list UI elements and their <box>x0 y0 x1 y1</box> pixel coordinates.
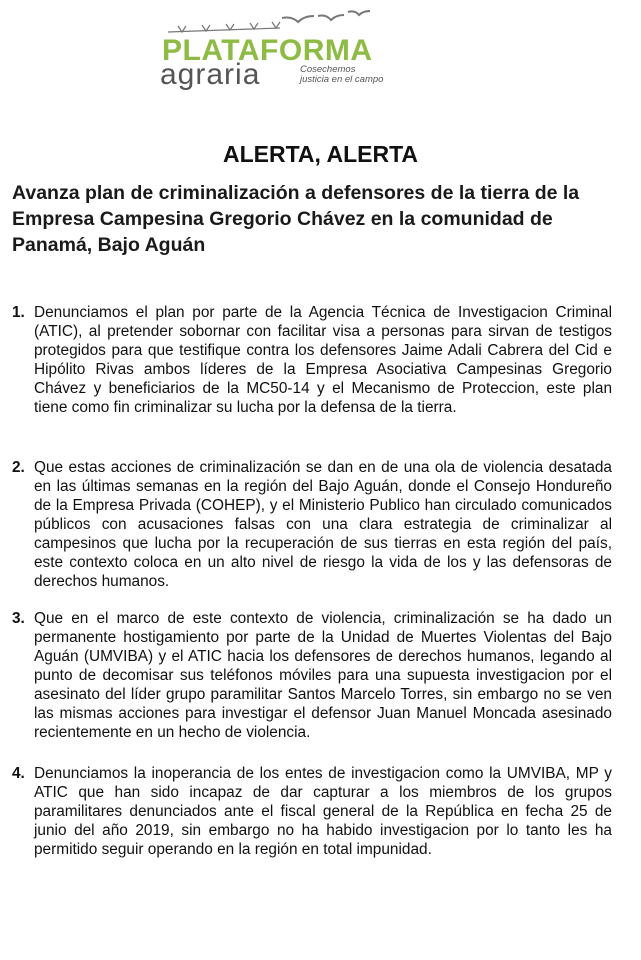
alert-title: ALERTA, ALERTA <box>222 141 419 167</box>
plataforma-agraria-logo <box>150 6 450 91</box>
logo-slogan-line2: justicia en el campo <box>300 74 384 85</box>
document-subtitle: Avanza plan de criminalización a defensores de la tierra de la Empresa Campesina Gregorio Chávez en la comunidad de Panamá, Bajo Aguán <box>12 182 580 256</box>
logo-subname: agraria <box>160 58 261 91</box>
list-item <box>12 458 612 591</box>
logo-name: PLATAFORMA <box>162 34 373 67</box>
list-item-text: Que estas acciones de criminalización se dan en de una ola de violencia desatada en las últimas semanas en la región del Bajo Aguán, donde el Consejo Hondureño de la Empresa Privada (COHEP), y el Ministerio Publico han circulado comunicados públicos con acusaciones falsas con una clara estrategia de criminalizar al campesinos que lucha por la recuperación de sus tierras en esta región del país, este contexto coloca en un alto nivel de riesgo la vida de los y las defensoras de derechos humanos. <box>34 459 612 590</box>
logo-slogan-line1: Cosechemos <box>300 64 356 75</box>
list-item <box>12 303 612 417</box>
list-item-text: Denunciamos la inoperancia de los entes de investigacion como la UMVIBA, MP y ATIC que han sido incapaz de dar capturar a los miembros de los grupos paramilitares denunciados ante el fiscal general de la República en fecha 25 de junio del año 2019, sin embargo no ha habido investigacion por lo tanto les ha permitido seguir operando en la región en total impunidad. <box>34 765 612 858</box>
list-item <box>12 764 612 859</box>
list-item-text: Denunciamos el plan por parte de la Agencia Técnica de Investigacion Criminal (ATIC), al pretender sobornar con facilitar visa a personas para sirvan de testigos protegidos para que testifique contra los defensores Jaime Adali Cabrera del Cid e Hipólito Rivas ambos líderes de la Empresa Asociativa Campesinas Gregorio Chávez y beneficiarios de la MC50-14 y el Mecanismo de Proteccion, este plan tiene como fin criminalizar su lucha por la defensa de la tierra. <box>34 304 612 416</box>
logo-slogan <box>300 65 383 85</box>
list-item-text: Que en el marco de este contexto de violencia, criminalización se ha dado un permanente hostigamiento por parte de la Unidad de Muertes Violentas del Bajo Aguán (UMVIBA) y el ATIC hacia los defensores de derechos humanos, legando al punto de decomisar sus teléfonos móviles para una supuesta investigacion por el asesinato del líder grupo paramilitar Santos Marcelo Torres, sin embargo no se ven las mismas acciones para investigar el defensor Juan Manuel Moncada asesinado recientemente en un hecho de violencia. <box>34 610 612 741</box>
list-item-number: 2. <box>12 459 25 476</box>
list-item-number: 1. <box>12 304 25 321</box>
list-item <box>12 609 612 742</box>
list-item-number: 3. <box>12 610 25 627</box>
list-item-number: 4. <box>12 765 25 782</box>
